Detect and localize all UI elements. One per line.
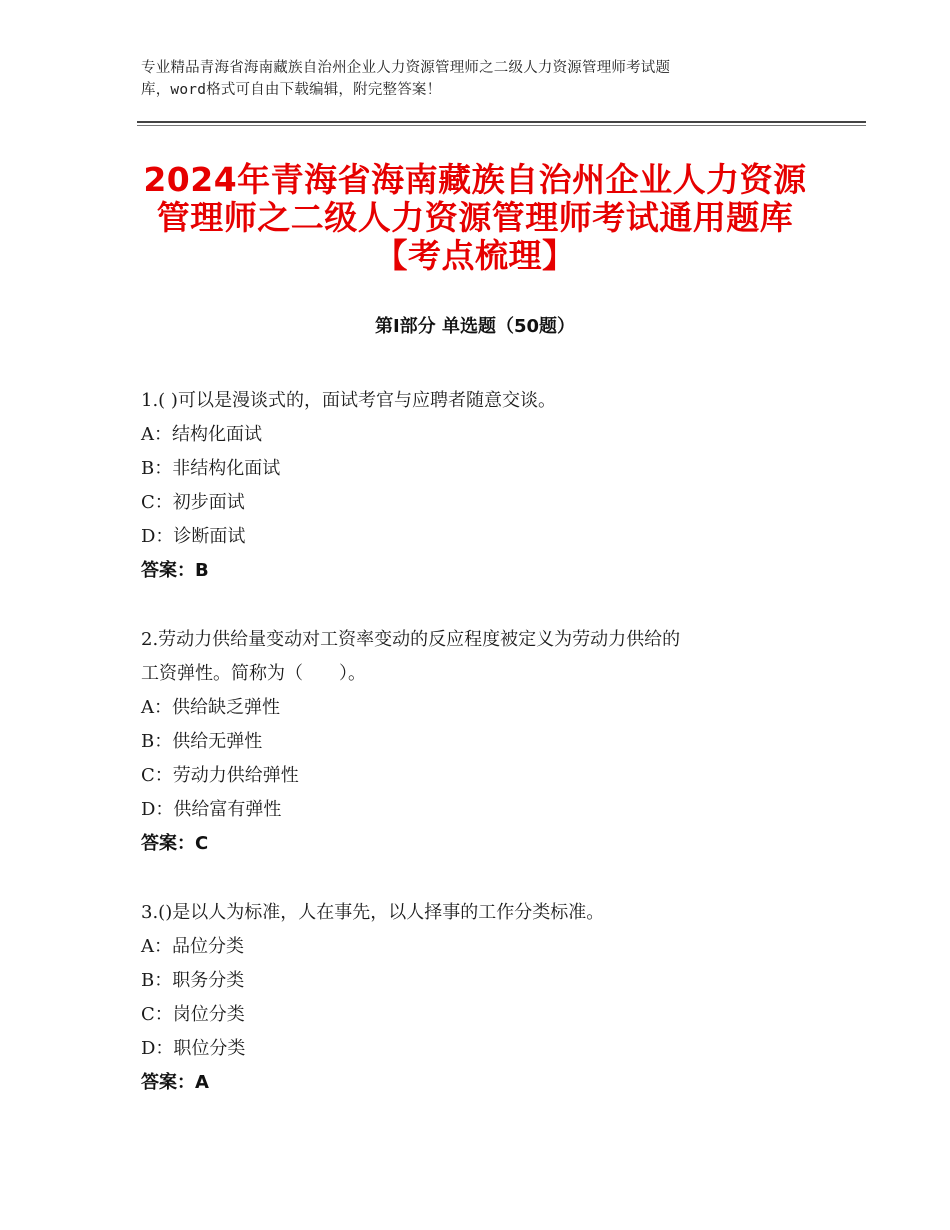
header-divider-thick — [137, 121, 866, 123]
question-stem-cont: 工资弹性。简称为（ ）。 — [141, 663, 366, 684]
document-title-line2: 管理师之二级人力资源管理师考试通用题库 — [156, 198, 794, 237]
header-note-line1: 专业精品青海省海南藏族自治州企业人力资源管理师之二级人力资源管理师考试题 — [141, 60, 671, 76]
question-stem: 3.()是以人为标准，人在事先，以人择事的工作分类标准。 — [141, 902, 605, 923]
answer: 答案：C — [141, 833, 209, 854]
answer: 答案：B — [141, 560, 209, 581]
question-stem: 1.( )可以是漫谈式的，面试考官与应聘者随意交谈。 — [141, 390, 556, 411]
header-note-line2: 库，word格式可自由下载编辑，附完整答案！ — [141, 82, 442, 98]
option-c: C：劳动力供给弹性 — [141, 765, 299, 786]
header-divider-thin — [137, 125, 866, 126]
option-a: A：供给缺乏弹性 — [141, 697, 280, 718]
option-b: B：非结构化面试 — [141, 458, 281, 479]
option-a: A：结构化面试 — [141, 424, 262, 445]
question-list — [141, 384, 831, 1135]
option-d: D：职位分类 — [141, 1038, 246, 1059]
option-d: D：诊断面试 — [141, 526, 246, 547]
answer: 答案：A — [141, 1072, 209, 1093]
option-a: A：品位分类 — [141, 936, 244, 957]
section-title: 第Ⅰ部分 单选题（50题） — [374, 316, 575, 337]
question-2 — [141, 623, 831, 861]
document-title-line3: 【考点梳理】 — [374, 236, 576, 275]
document-title-line1: 2024年青海省海南藏族自治州企业人力资源 — [143, 160, 807, 199]
option-b: B：职务分类 — [141, 970, 245, 991]
question-1 — [141, 384, 831, 588]
header-note — [141, 57, 831, 101]
question-3 — [141, 896, 831, 1100]
option-b: B：供给无弹性 — [141, 731, 263, 752]
option-d: D：供给富有弹性 — [141, 799, 282, 820]
question-stem: 2.劳动力供给量变动对工资率变动的反应程度被定义为劳动力供给的 — [141, 629, 681, 650]
option-c: C：岗位分类 — [141, 1004, 245, 1025]
document-title — [100, 161, 850, 275]
option-c: C：初步面试 — [141, 492, 245, 513]
